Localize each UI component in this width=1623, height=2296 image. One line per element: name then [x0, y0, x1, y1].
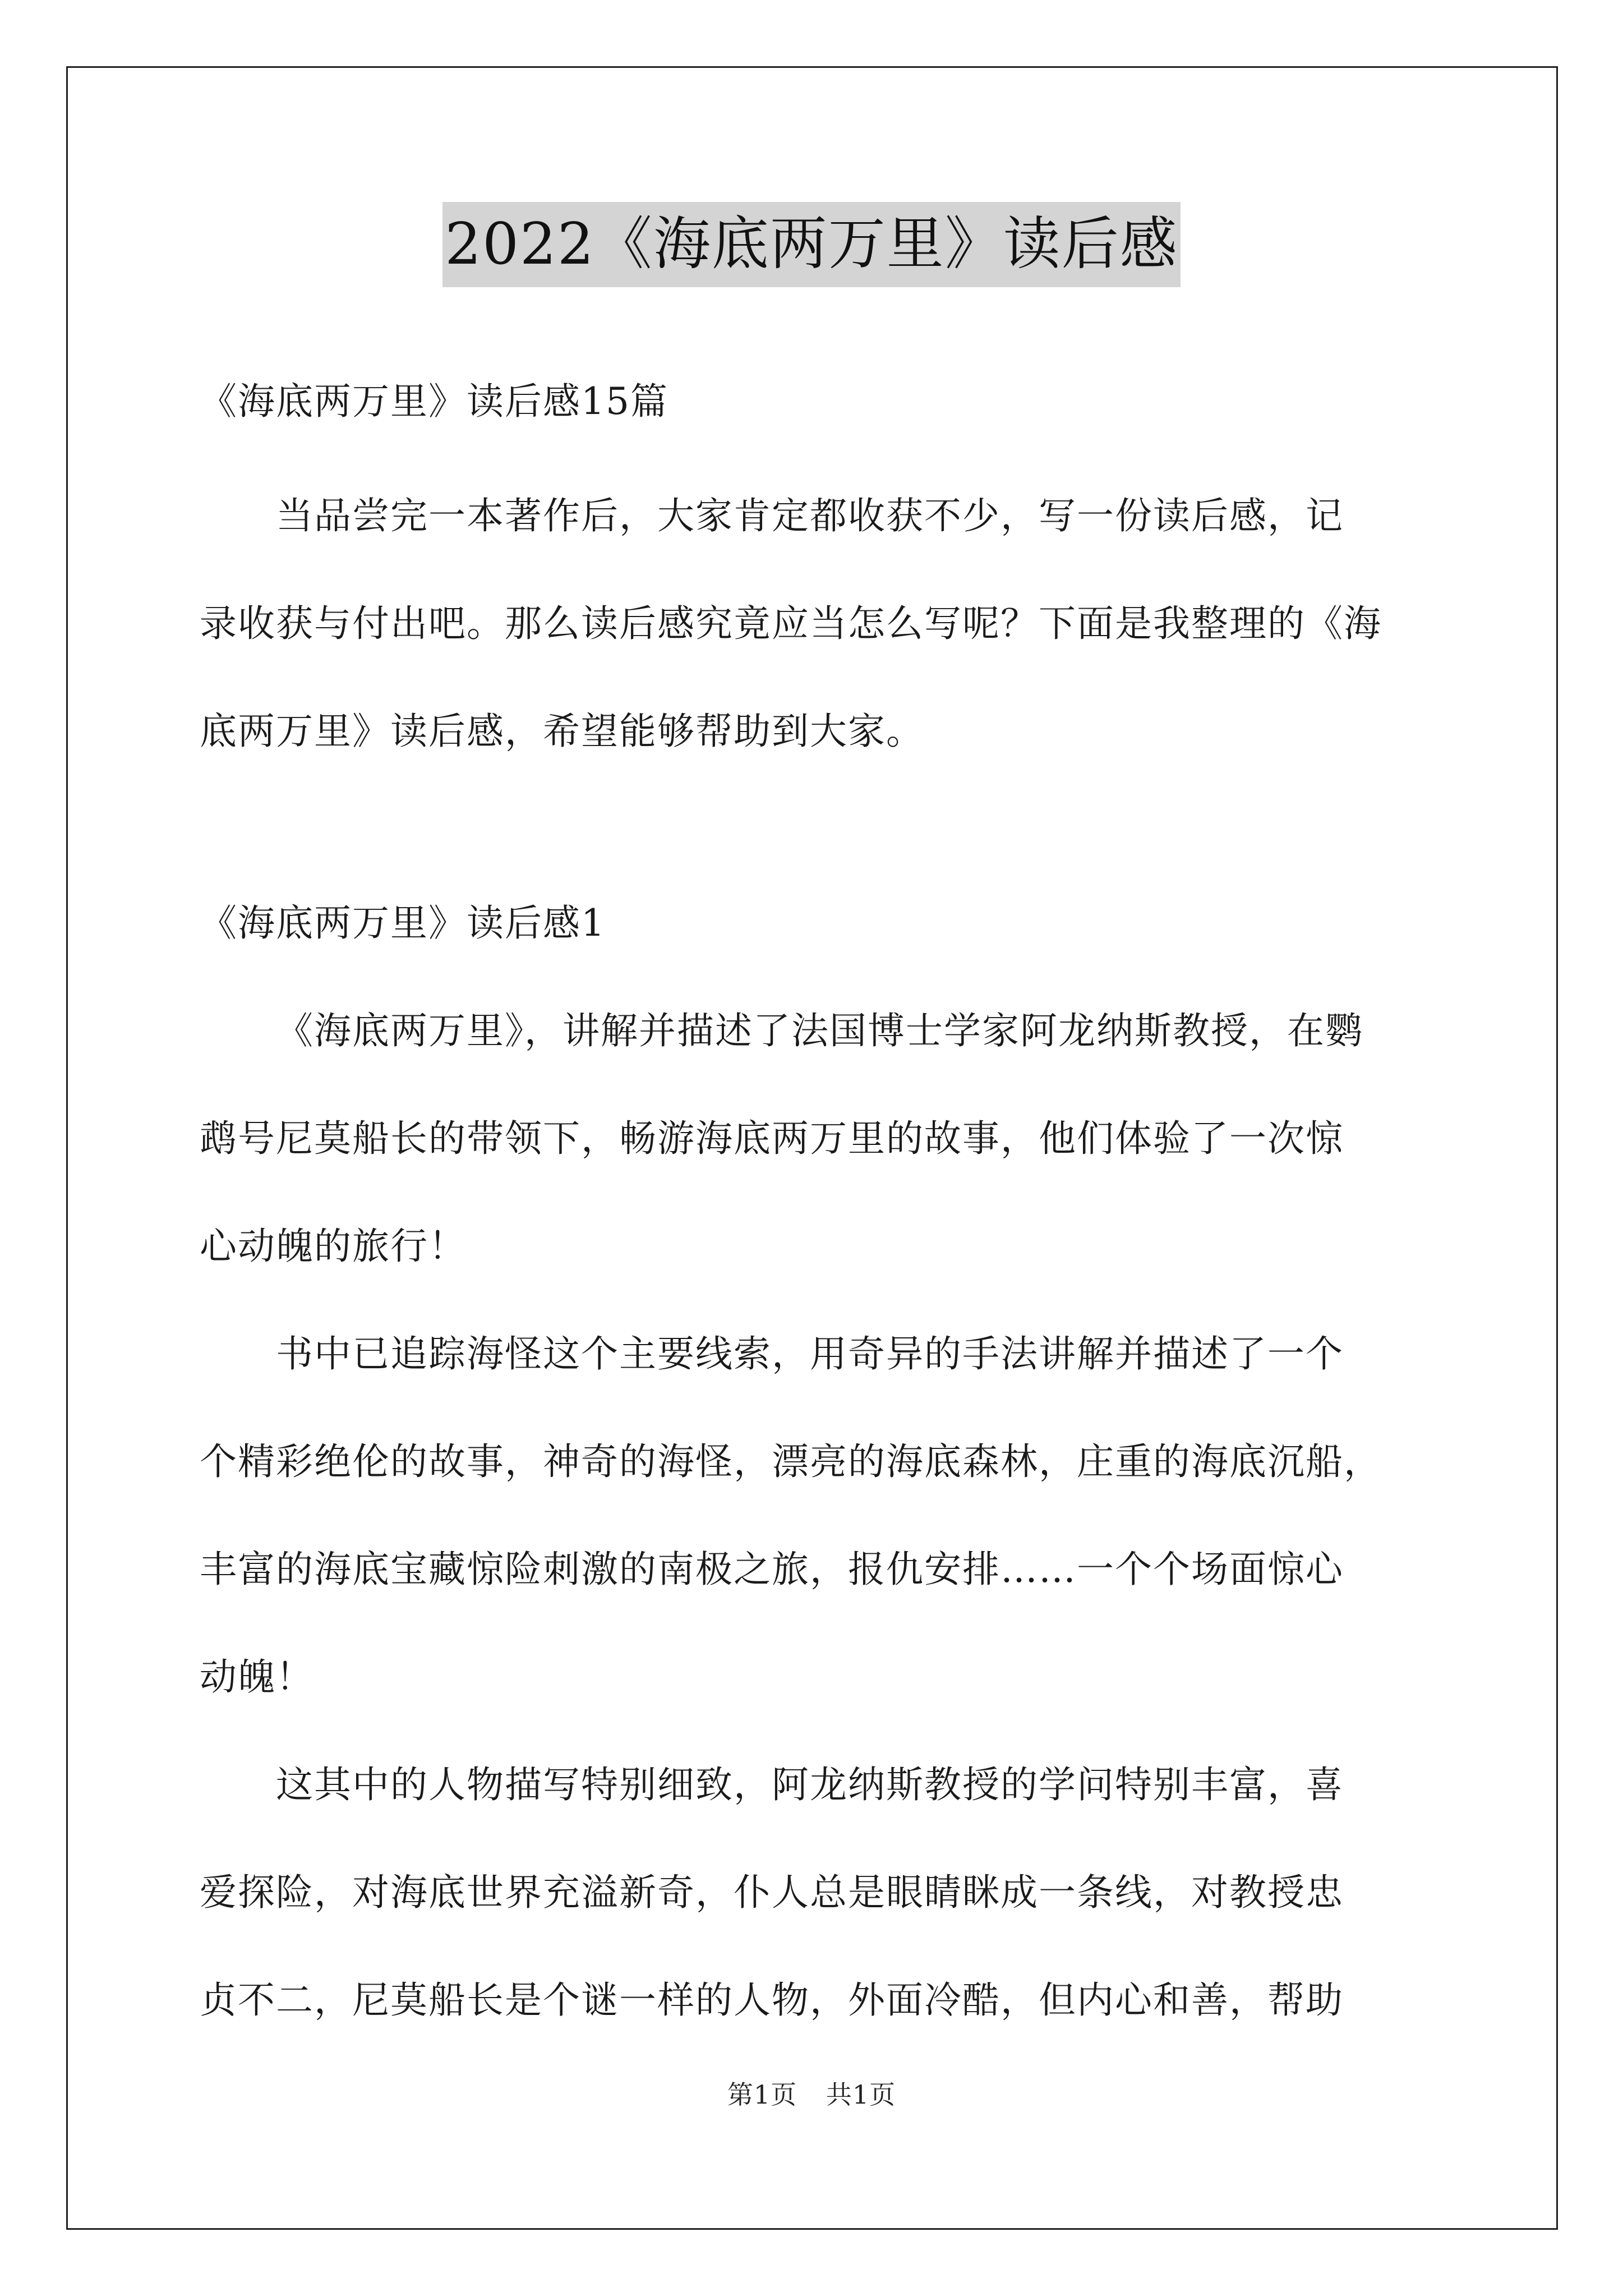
- document-body: [200, 348, 1433, 2054]
- page-total: 共1页: [826, 2079, 896, 2110]
- page-number: 第1页: [727, 2079, 797, 2110]
- paragraph-line: 丰富的海底宝藏惊险刺激的南极之旅，报仇安排……一个个场面惊心: [200, 1548, 1344, 1591]
- paragraph-line: 《海底两万里》，讲解并描述了法国博士学家阿龙纳斯教授，在鹦: [276, 1009, 1363, 1052]
- intro-line: 当品尝完一本著作后，大家肯定都收获不少，写一份读后感，记: [276, 494, 1344, 537]
- paragraph-line: 个精彩绝伦的故事，神奇的海怪，漂亮的海底森林，庄重的海底沉船，: [200, 1440, 1382, 1483]
- paragraph-line: 书中已追踪海怪这个主要线索，用奇异的手法讲解并描述了一个: [276, 1332, 1344, 1375]
- body-paragraph-3: [200, 1731, 1433, 2054]
- paragraph-line: 鹉号尼莫船长的带领下，畅游海底两万里的故事，他们体验了一次惊: [200, 1117, 1344, 1160]
- paragraph-line: 爱探险，对海底世界充溢新奇，仆人总是眼睛眯成一条线，对教授忠: [200, 1871, 1344, 1914]
- paragraph-line: 动魄！: [200, 1655, 314, 1699]
- intro-paragraph: [200, 462, 1433, 785]
- paragraph-line: 贞不二，尼莫船长是个谜一样的人物，外面冷酷，但内心和善，帮助: [200, 1978, 1344, 2022]
- body-paragraph-1: [200, 977, 1433, 1300]
- subtitle: 《海底两万里》读后感15篇: [200, 380, 668, 423]
- section-heading: 《海底两万里》读后感1: [200, 901, 606, 945]
- title-wrap: [0, 202, 1623, 287]
- intro-line: 底两万里》读后感，希望能够帮助到大家。: [200, 710, 924, 753]
- paragraph-line: 这其中的人物描写特别细致，阿龙纳斯教授的学问特别丰富，喜: [276, 1763, 1344, 1806]
- document-title: 2022《海底两万里》读后感: [442, 202, 1181, 287]
- body-paragraph-2: [200, 1300, 1433, 1731]
- page-footer: [0, 2074, 1623, 2111]
- intro-line: 录收获与付出吧。那么读后感究竟应当怎么写呢？下面是我整理的《海: [200, 602, 1382, 645]
- paragraph-line: 心动魄的旅行！: [200, 1225, 467, 1268]
